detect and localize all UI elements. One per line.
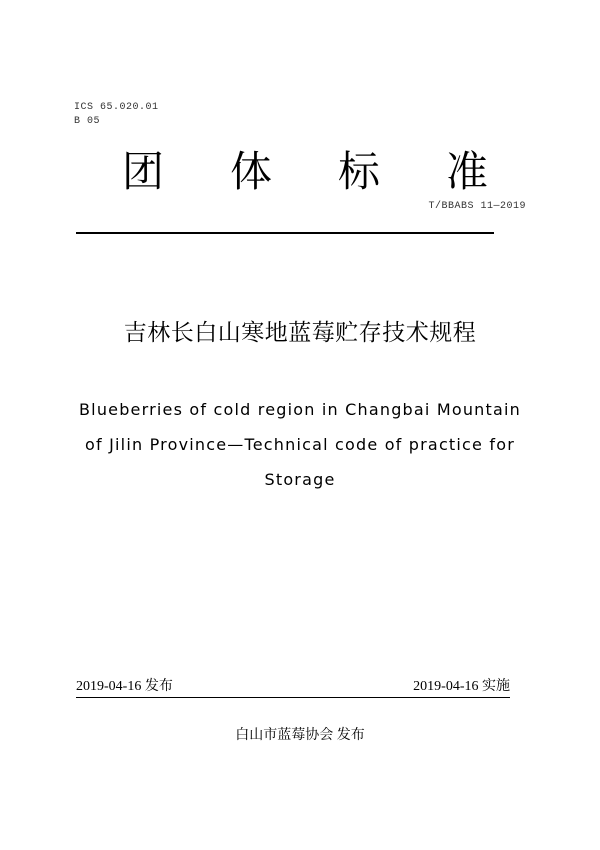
- standard-type-char: 团: [121, 147, 164, 196]
- english-title-line: Storage: [264, 470, 336, 489]
- chinese-title: 吉林长白山寒地蓝莓贮存技术规程: [123, 320, 477, 346]
- publisher: 白山市蓝莓协会 发布: [235, 728, 365, 743]
- footer-divider: [76, 697, 510, 698]
- standard-type-char: 标: [337, 147, 380, 196]
- english-title-line: of Jilin Province—Technical code of practice for: [85, 435, 515, 454]
- implementation-date: 2019-04-16 实施: [413, 679, 510, 694]
- english-title-line: Blueberries of cold region in Changbai Mountain: [79, 400, 521, 419]
- ics-code: ICS 65.020.01: [74, 102, 159, 113]
- standard-type-char: 体: [229, 147, 272, 196]
- issue-date: 2019-04-16 发布: [76, 679, 173, 694]
- header-divider: [76, 232, 494, 234]
- ccs-code: B 05: [74, 116, 101, 127]
- standard-number: T/BBABS 11—2019: [428, 201, 526, 212]
- english-title: [50, 392, 550, 497]
- standard-type-char: 准: [445, 147, 488, 196]
- standard-type-heading: [120, 144, 490, 200]
